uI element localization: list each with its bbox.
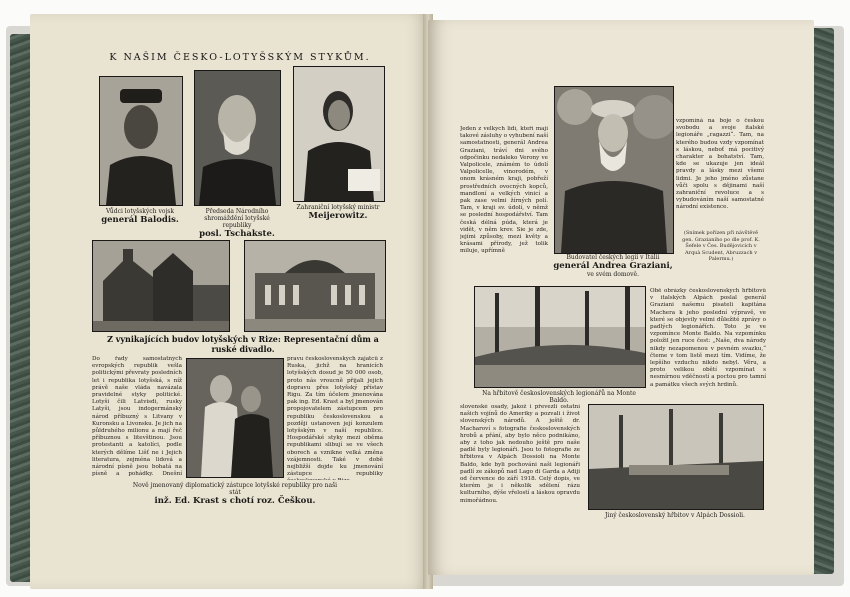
right-text-column-2: vzpomíná na boje o českou svobodu a svoje italské legionáře „ragazzi“. Tam, na kterého budou vzdy vzpomínat s láskou, neboť má pocitivý charakter a bohatství. Tam, kde se ukazuje jen ideál pravdy a lásky mezi všemi lidmi. Je jeho jméno zůstane vůči spolu s dějinami naší zahraniční revoluce a s vybudováním naší samostatné národní existence. xyxy=(676,118,764,211)
cemetery-photo-monte-baldo xyxy=(474,286,646,388)
portrait-photo-graziani xyxy=(554,86,674,254)
cemetery1-caption: Na hřbitově československých legionářů na Monte Baldo. xyxy=(482,390,636,404)
left-text-column-2: pravu československých zajatců z Ruska, jichž na hranicích lotyšských dosud je 50 000 osob, proto nás vroucně přijali jejich dopravu přes lotyšský přístav Rigu. Za tím účelem jmenována pak ing. Ed. Krast a byl jmenován propojovatelem zástupcem pro republiku československou a později ustanoven její konzulem lotyšským v naší republice. Hospodářské styky mezi oběma republikami slibují se ve všech oborech a vznikne velká změna vzájemnosti. Také v době nejbližší dojde ku jmenování zástupce republiky xyxy=(287,356,383,478)
graziani-caption xyxy=(552,254,674,278)
caption-meijerowitz-small: Zahraniční lotyšský ministr xyxy=(296,204,380,211)
caption-tschakste-small: Předseda Národního shromáždění lotyšské republiky xyxy=(204,208,270,229)
cemetery-photo-dossioli xyxy=(588,404,764,510)
caption-meijerowitz xyxy=(290,204,386,221)
building-photo-representative-house xyxy=(92,240,230,332)
couple-photo-krast xyxy=(186,358,284,478)
right-text-column-4: slovenské osady, jakož i převezli ostatní našich vojínů do Ameriky a pozvali i život slovenských národů. A ještě dr. Macharoví s fotografie československých hrobů a přání, aby bylo něco podnikáno, aby z toho jak nedouho ještě pro naše padlé byly legionáři. Jsou to fotografie ze hřbitova v Alpách Dossioli na Monte Baldo, kde byli pochováni naši legionáři padlí ze zákopů nad Lago di Garda a Adiji od července do září 1918. Celý dopis, ve kterém je i několik sdělení rázu kulturního, dýše vřelostí a láskou opravdu mimořádnou. xyxy=(460,404,580,504)
couple-caption-small: Nově jmenovaný diplomatický zástupce lotyšské republiky pro naši stát xyxy=(132,482,338,496)
caption-tschakste xyxy=(191,208,283,239)
portrait-photo-tschakste xyxy=(194,70,281,206)
buildings-banner: Z vynikajících budov lotyšských v Rize: Representační dům a ruské divadlo. xyxy=(107,334,379,354)
graziani-caption-tail: ve svém domově. xyxy=(586,271,640,278)
portrait-photo-balodis xyxy=(99,76,183,206)
graziani-caption-name: generál Andrea Graziani, xyxy=(553,261,673,271)
left-text-column-1: Do řady samostatných evropských republik vešla politickými převraty posledních let i republika lotyšská, s níž právě naše vláda navázala pravidelné styky politické. Lotyši čili Latvisdi, rusky Latyši, jsou indogermánský národ příbuzný s Litvany v Kuronsku a Livonsku. Je jich na půldruhého milionu a mají řeč příbuznou s litevštinou. Jsou protestanti a katolíci, podle kterých dělíme Lišť ne i Jejich literatura, zejména lidová a národní písně jsou bohatá na písně a pohádky. Dnešní xyxy=(92,356,182,476)
caption-balodis-name: generál Balodis. xyxy=(101,215,179,225)
right-text-column-3: Obě obrázky československých hřbitovů v italských Alpách poslal generál Graziani našemu pisateli kapitána Machera k jeho poslední výpravě, ve které se objevily velmi důležité zprávy o padlých legionářích. Toto je ve vzpomínce Monte Baldo. Na vzpomínku položil jen ruce čest: „Naše, dva národy nikdy nezapomenou v pevném svazku,“ čteme v tom listě mezi tím. Vidíme, že lepšího vzduchu nikdo nebyl. Věru, a proto velikou obětí vzpomínat s nesmírnou vděčností a poctou pro tamní a památku všech svých hrdinů. xyxy=(650,288,766,388)
caption-balodis-small: Vůdci lotyšských vojsk xyxy=(105,208,175,215)
right-text-column-1: Jeden z velkých lidí, kteří mají takové zásluhy o vyhubení naší samostatnosti, generál Andrea Graziani, tráví dni svého odpočinku nedaleko Verony ve Valpolicele, známém to údolí Valpolicelle, vinorodém, v onom krásném kraji, pobřeží prostředních ovocných kopců, mandloní a velkých vinicí a pak zase velmi žírných polí. Tam, v kraji sv. údolí, v němž se poslední hospodářství. Tam česká délná púda, která je vidět, v něm krev. Sie je zde, jejími způsoby, mezi květy a krásami přírody, jež tolik miluje, upřímně xyxy=(460,126,548,255)
photo-note: (Snímek pořízen při návštěvě gen. Grazianiho po dle prof. K. Šefele v Čes. Budějovicích v Arquà Scudent, Abruzzach v Palermu.) xyxy=(682,230,760,262)
caption-tschakste-name: posl. Tschakste. xyxy=(199,229,275,239)
couple-caption xyxy=(130,482,340,506)
building-photo-russian-theatre xyxy=(244,240,386,332)
caption-meijerowitz-name: Meijerowitz. xyxy=(308,211,368,221)
page-heading: K NAŠIM ČESKO-LOTYŠSKÝM STYKŮM. xyxy=(109,52,371,63)
cemetery2-caption: Jiný československý hřbitov v Alpách Dossioli. xyxy=(605,512,745,519)
caption-balodis xyxy=(88,208,192,225)
couple-caption-name: inž. Ed. Krast s chotí roz. Češkou. xyxy=(154,496,316,506)
graziani-caption-small: Budovatel českých legií v Itálii xyxy=(566,254,660,261)
portrait-photo-meijerowitz xyxy=(293,66,385,202)
